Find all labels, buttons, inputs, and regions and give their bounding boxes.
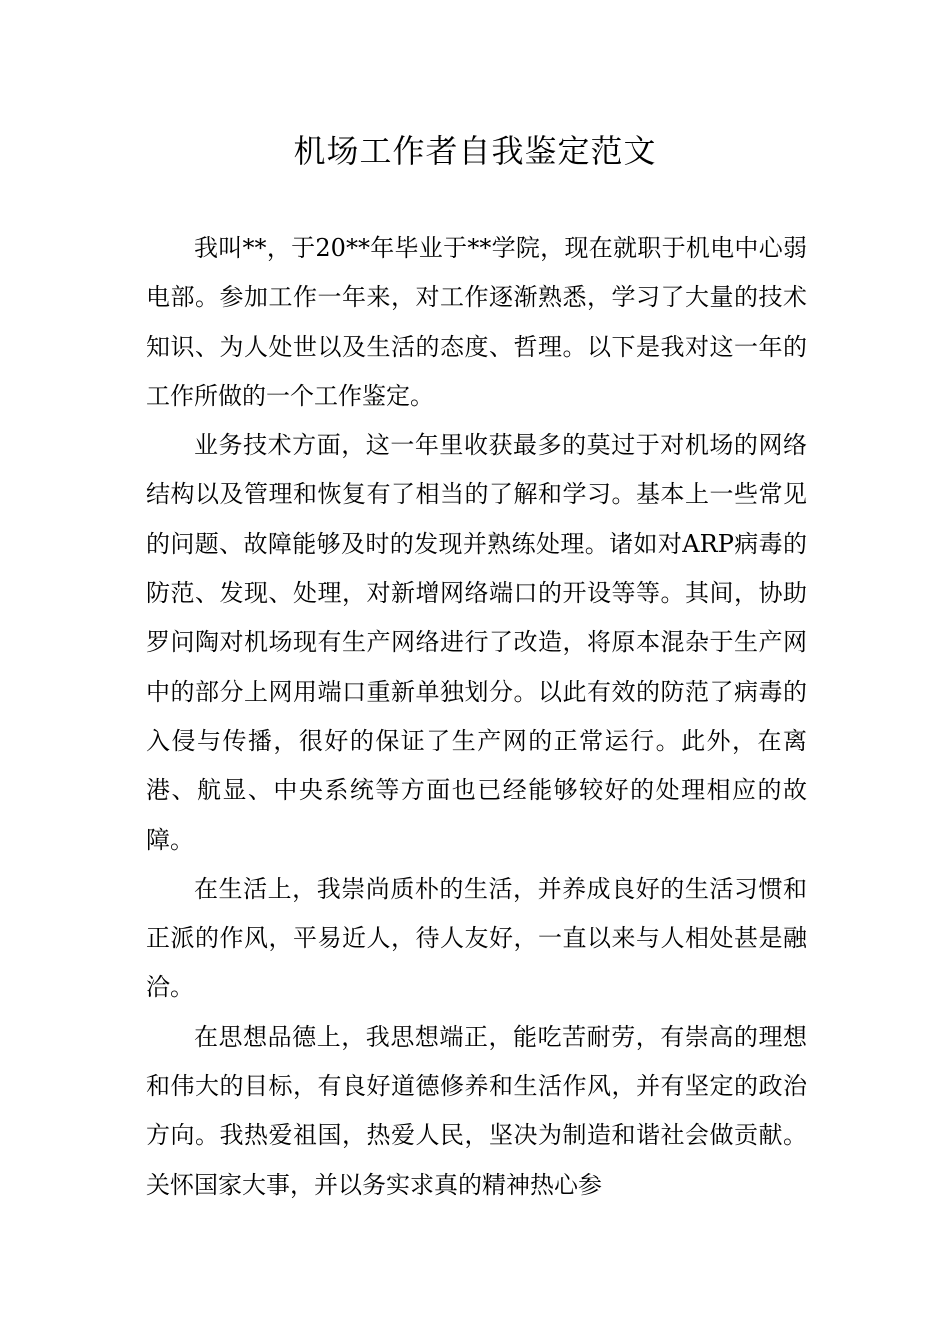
document-body [146, 224, 807, 1210]
paragraph-morality: 在思想品德上，我思想端正，能吃苦耐劳，有崇高的理想和伟大的目标，有良好道德修养和生活作风，并有坚定的政治方向。我热爱祖国，热爱人民，坚决为制造和谐社会做贡献。关怀国家大事，并以务实求真的精神热心参 [146, 1022, 807, 1199]
document-title: 机场工作者自我鉴定范文 [293, 132, 657, 170]
paragraph-intro: 我叫**，于20**年毕业于**学院，现在就职于机电中心弱电部。参加工作一年来，对工作逐渐熟悉，学习了大量的技术知识、为人处世以及生活的态度、哲理。以下是我对这一年的工作所做的一个工作鉴定。 [146, 234, 807, 410]
paragraph-life: 在生活上，我崇尚质朴的生活，并养成良好的生活习惯和正派的作风，平易近人，待人友好，一直以来与人相处甚是融洽。 [146, 874, 807, 1002]
paragraph-technical: 业务技术方面，这一年里收获最多的莫过于对机场的网络结构以及管理和恢复有了相当的了解和学习。基本上一些常见的问题、故障能够及时的发现并熟练处理。诸如对ARP病毒的防范、发现、处理，对新增网络端口的开设等等。其间，协助罗问陶对机场现有生产网络进行了改造，将原本混杂于生产网中的部分上网用端口重新单独划分。以此有效的防范了病毒的入侵与传播，很好的保证了生产网的正常运行。此外，在离港、航显、中央系统等方面也已经能够较好的处理相应的故障。 [146, 431, 807, 854]
